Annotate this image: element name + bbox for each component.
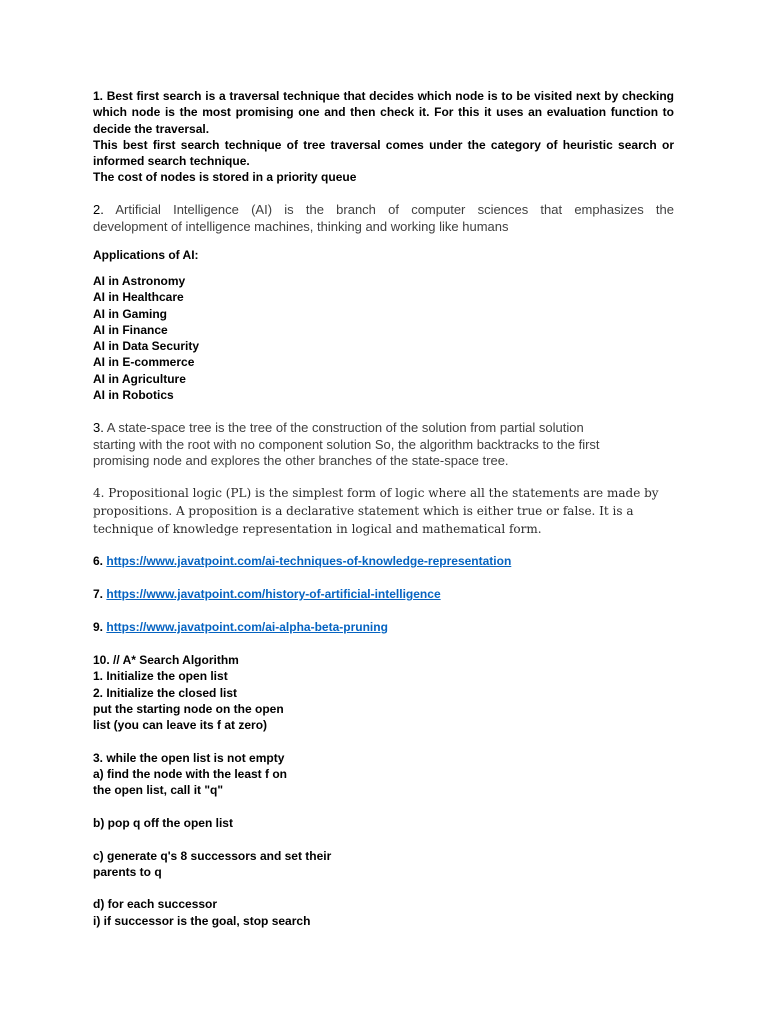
answer-3 [93,420,674,470]
algorithm-line: put the starting node on the open [93,701,284,716]
link-row-7 [93,586,674,602]
algorithm-line: 3. while the open list is not empty [93,750,285,765]
applications-heading: Applications of AI: [93,248,199,262]
answer-4 [93,484,674,538]
algorithm-line: d) for each successor [93,897,218,912]
link-number: 9. [93,620,104,634]
list-item: AI in Robotics [93,388,174,403]
answer-3-line: promising node and explores the other branches of the state-space tree. [93,453,509,468]
answer-4-line: propositions. A proposition is a declarative statement which is either true or false. It is a [93,504,634,518]
algorithm-line: 10. // A* Search Algorithm [93,653,239,667]
answer-3-text: A state-space tree is the tree of the construction of the solution from partial solution [106,420,584,435]
answer-4-text: Propositional logic (PL) is the simplest form of logic where all the statements are made by [108,486,659,500]
algorithm-line: a) find the node with the least f on [93,767,287,782]
list-item: AI in Astronomy [93,274,186,288]
algorithm-line: list (you can leave its f at zero) [93,718,268,733]
applications-list [93,273,674,403]
answer-1-line: which node is the most promising one and then check it. For this it uses an evaluation function to [93,105,674,120]
answer-1-line: decide the traversal. [93,121,210,136]
list-item: AI in Data Security [93,339,200,354]
link-alpha-beta-pruning[interactable]: https://www.javatpoint.com/ai-alpha-beta-pruning [106,620,388,634]
list-item: AI in Healthcare [93,290,184,305]
answer-2-line [93,202,674,219]
answer-4-line [93,484,674,502]
link-number: 6. [93,554,104,568]
link-row-9 [93,619,674,635]
answer-3-line [93,420,674,437]
answer-1-line: This best first search technique of tree traversal comes under the category of heuristic search or [93,137,674,152]
algorithm-line: b) pop q off the open list [93,815,233,830]
answer-1 [93,88,674,186]
answer-2-number: 2. [93,202,104,217]
algorithm-line: the open list, call it "q" [93,783,224,798]
algorithm-line: 2. Initialize the closed list [93,685,238,700]
algorithm-line: i) if successor is the goal, stop search [93,913,311,928]
list-item: AI in Agriculture [93,371,186,386]
answer-4-line: technique of knowledge representation in logical and mathematical form. [93,522,542,536]
answer-1-line: informed search technique. [93,154,250,169]
link-number: 7. [93,587,104,601]
blank-line [93,733,674,749]
blank-line [93,880,674,896]
blank-line [93,831,674,847]
answer-10 [93,652,674,929]
answer-4-number: 4. [93,486,105,500]
answer-1-line: The cost of nodes is stored in a priority queue [93,170,357,185]
answer-3-number: 3. [93,420,104,435]
algorithm-line: 1. Initialize the open list [93,669,228,684]
algorithm-line: parents to q [93,864,162,879]
blank-line [93,799,674,815]
list-item: AI in Finance [93,322,168,337]
link-knowledge-representation[interactable]: https://www.javatpoint.com/ai-techniques-of-knowledge-representation [106,554,512,568]
algorithm-line: c) generate q's 8 successors and set their [93,848,332,863]
answer-1-line: 1. Best first search is a traversal technique that decides which node is to be visited next by checking [93,89,674,103]
answer-3-line: starting with the root with no component solution So, the algorithm backtracks to the first [93,436,600,452]
list-item: AI in Gaming [93,306,168,321]
link-row-6 [93,553,674,569]
link-history-of-ai[interactable]: https://www.javatpoint.com/history-of-artificial-intelligence [106,587,441,601]
answer-2 [93,202,674,235]
answer-2-text: Artificial Intelligence (AI) is the branch of computer sciences that emphasizes the [115,202,674,217]
list-item: AI in E-commerce [93,355,195,370]
answer-2-line: development of intelligence machines, thinking and working like humans [93,218,509,234]
